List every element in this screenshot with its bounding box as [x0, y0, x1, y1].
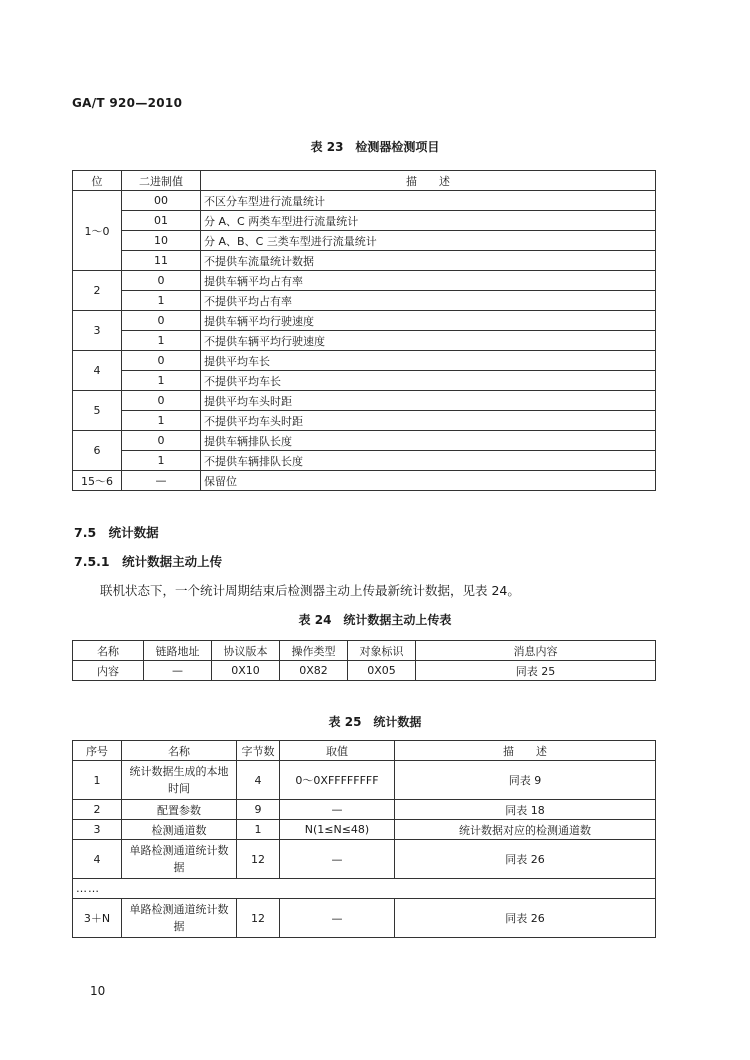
table24-content-row: [73, 661, 656, 681]
table23-binary-cell: 0: [122, 311, 201, 331]
table25-cell-description: 同表 26: [395, 840, 656, 879]
table24-cell-message-content: 同表 25: [416, 661, 656, 681]
table23-row: [73, 331, 656, 351]
table25: [72, 740, 656, 938]
table23-row: [73, 271, 656, 291]
table23-description-cell: 不提供平均车头时距: [201, 411, 656, 431]
table23-row: [73, 231, 656, 251]
table25-cell-description: 统计数据对应的检测通道数: [395, 820, 656, 840]
table25-cell-index: 4: [73, 840, 122, 879]
table23-row: [73, 431, 656, 451]
table24-cell-link-address: —: [144, 661, 212, 681]
table24-header-protocol-version: 协议版本: [212, 641, 280, 661]
table25-cell-bytes: 9: [237, 800, 280, 820]
table23-binary-cell: —: [122, 471, 201, 491]
table25-cell-bytes: 1: [237, 820, 280, 840]
table23-binary-cell: 0: [122, 431, 201, 451]
table24-header-message-content: 消息内容: [416, 641, 656, 661]
table23-description-cell: 保留位: [201, 471, 656, 491]
table25-caption: 表 25 统计数据: [328, 715, 422, 729]
table25-cell-description: 同表 18: [395, 800, 656, 820]
table25-header-bytes: 字节数: [237, 741, 280, 761]
table23-row: [73, 371, 656, 391]
table23-row: [73, 191, 656, 211]
table23-description-cell: 提供车辆平均占有率: [201, 271, 656, 291]
table23-header-bit: 位: [73, 171, 122, 191]
table23-description-cell: 提供车辆排队长度: [201, 431, 656, 451]
section-7-5-heading: 7.5 统计数据: [74, 525, 159, 540]
table25-cell-index: 3: [73, 820, 122, 840]
table25-cell-name: 配置参数: [122, 800, 237, 820]
table24-cell-object-id: 0X05: [348, 661, 416, 681]
table24-cell-name: 内容: [73, 661, 144, 681]
table25-cell-value: —: [280, 840, 395, 879]
table23-row: [73, 291, 656, 311]
table23-row: [73, 471, 656, 491]
table25-row: [73, 899, 656, 938]
table25-cell-name: 检测通道数: [122, 820, 237, 840]
table23-bit-cell: 1～0: [73, 191, 122, 271]
table23-description-cell: 不提供平均占有率: [201, 291, 656, 311]
table23-row: [73, 211, 656, 231]
table23-binary-cell: 1: [122, 451, 201, 471]
table23-bit-cell: 3: [73, 311, 122, 351]
table23-binary-cell: 1: [122, 331, 201, 351]
table25-cell-value: 0～0XFFFFFFFF: [280, 761, 395, 800]
table23: [72, 170, 656, 491]
table23-binary-cell: 0: [122, 391, 201, 411]
table23-binary-cell: 10: [122, 231, 201, 251]
table24-header-row: [73, 641, 656, 661]
table24-caption: 表 24 统计数据主动上传表: [298, 613, 452, 627]
table23-binary-cell: 01: [122, 211, 201, 231]
section-7-5-1-heading: 7.5.1 统计数据主动上传: [74, 554, 223, 569]
table25-ellipsis: ……: [73, 879, 656, 899]
table23-binary-cell: 1: [122, 291, 201, 311]
page-number: 10: [90, 984, 106, 998]
table24-cell-protocol-version: 0X10: [212, 661, 280, 681]
table25-row: [73, 820, 656, 840]
table23-bit-cell: 2: [73, 271, 122, 311]
table25-header-value: 取值: [280, 741, 395, 761]
table23-binary-cell: 0: [122, 271, 201, 291]
body-paragraph: 联机状态下，一个统计周期结束后检测器主动上传最新统计数据，见表 24。: [100, 583, 520, 598]
table23-row: [73, 311, 656, 331]
table25-cell-bytes: 12: [237, 840, 280, 879]
table23-binary-cell: 1: [122, 371, 201, 391]
table24-header-object-id: 对象标识: [348, 641, 416, 661]
document-code: GA/T 920—2010: [72, 96, 183, 110]
table24-cell-operation-type: 0X82: [280, 661, 348, 681]
table25-header-row: [73, 741, 656, 761]
table23-bit-cell: 6: [73, 431, 122, 471]
table23-row: [73, 251, 656, 271]
table23-description-cell: 不区分车型进行流量统计: [201, 191, 656, 211]
table25-cell-name: 单路检测通道统计数据: [122, 899, 237, 938]
table24-header-operation-type: 操作类型: [280, 641, 348, 661]
table23-description-cell: 分 A、C 两类车型进行流量统计: [201, 211, 656, 231]
table24-header-link-address: 链路地址: [144, 641, 212, 661]
table25-cell-value: —: [280, 800, 395, 820]
table25-cell-bytes: 12: [237, 899, 280, 938]
table25-cell-description: 同表 26: [395, 899, 656, 938]
table25-cell-index: 3＋N: [73, 899, 122, 938]
table23-caption: 表 23 检测器检测项目: [310, 140, 440, 154]
table23-description-cell: 提供车辆平均行驶速度: [201, 311, 656, 331]
table23-description-cell: 不提供车辆排队长度: [201, 451, 656, 471]
table23-description-cell: 提供平均车头时距: [201, 391, 656, 411]
table25-cell-index: 1: [73, 761, 122, 800]
table25-cell-name: 单路检测通道统计数据: [122, 840, 237, 879]
table23-description-cell: 不提供车流量统计数据: [201, 251, 656, 271]
table23-row: [73, 391, 656, 411]
table23-description-cell: 不提供车辆平均行驶速度: [201, 331, 656, 351]
table25-cell-value: —: [280, 899, 395, 938]
table23-row: [73, 451, 656, 471]
table23-binary-cell: 11: [122, 251, 201, 271]
table23-header-binary: 二进制值: [122, 171, 201, 191]
table23-bit-cell: 5: [73, 391, 122, 431]
table23-row: [73, 351, 656, 371]
table25-cell-name: 统计数据生成的本地时间: [122, 761, 237, 800]
table25-cell-description: 同表 9: [395, 761, 656, 800]
table25-cell-value: N(1≤N≤48): [280, 820, 395, 840]
table23-header-description: 描 述: [201, 171, 656, 191]
table25-row: [73, 800, 656, 820]
table25-ellipsis-row: [73, 879, 656, 899]
table23-header-row: [73, 171, 656, 191]
table23-bit-cell: 15～6: [73, 471, 122, 491]
table25-header-name: 名称: [122, 741, 237, 761]
table25-row: [73, 761, 656, 800]
table25-row: [73, 840, 656, 879]
table25-header-description: 描 述: [395, 741, 656, 761]
table25-cell-bytes: 4: [237, 761, 280, 800]
table23-bit-cell: 4: [73, 351, 122, 391]
table23-row: [73, 411, 656, 431]
table23-binary-cell: 0: [122, 351, 201, 371]
table24: [72, 640, 656, 681]
table23-description-cell: 不提供平均车长: [201, 371, 656, 391]
table24-header-name: 名称: [73, 641, 144, 661]
table25-header-index: 序号: [73, 741, 122, 761]
table23-binary-cell: 1: [122, 411, 201, 431]
table23-description-cell: 分 A、B、C 三类车型进行流量统计: [201, 231, 656, 251]
table25-cell-index: 2: [73, 800, 122, 820]
table23-description-cell: 提供平均车长: [201, 351, 656, 371]
table23-binary-cell: 00: [122, 191, 201, 211]
